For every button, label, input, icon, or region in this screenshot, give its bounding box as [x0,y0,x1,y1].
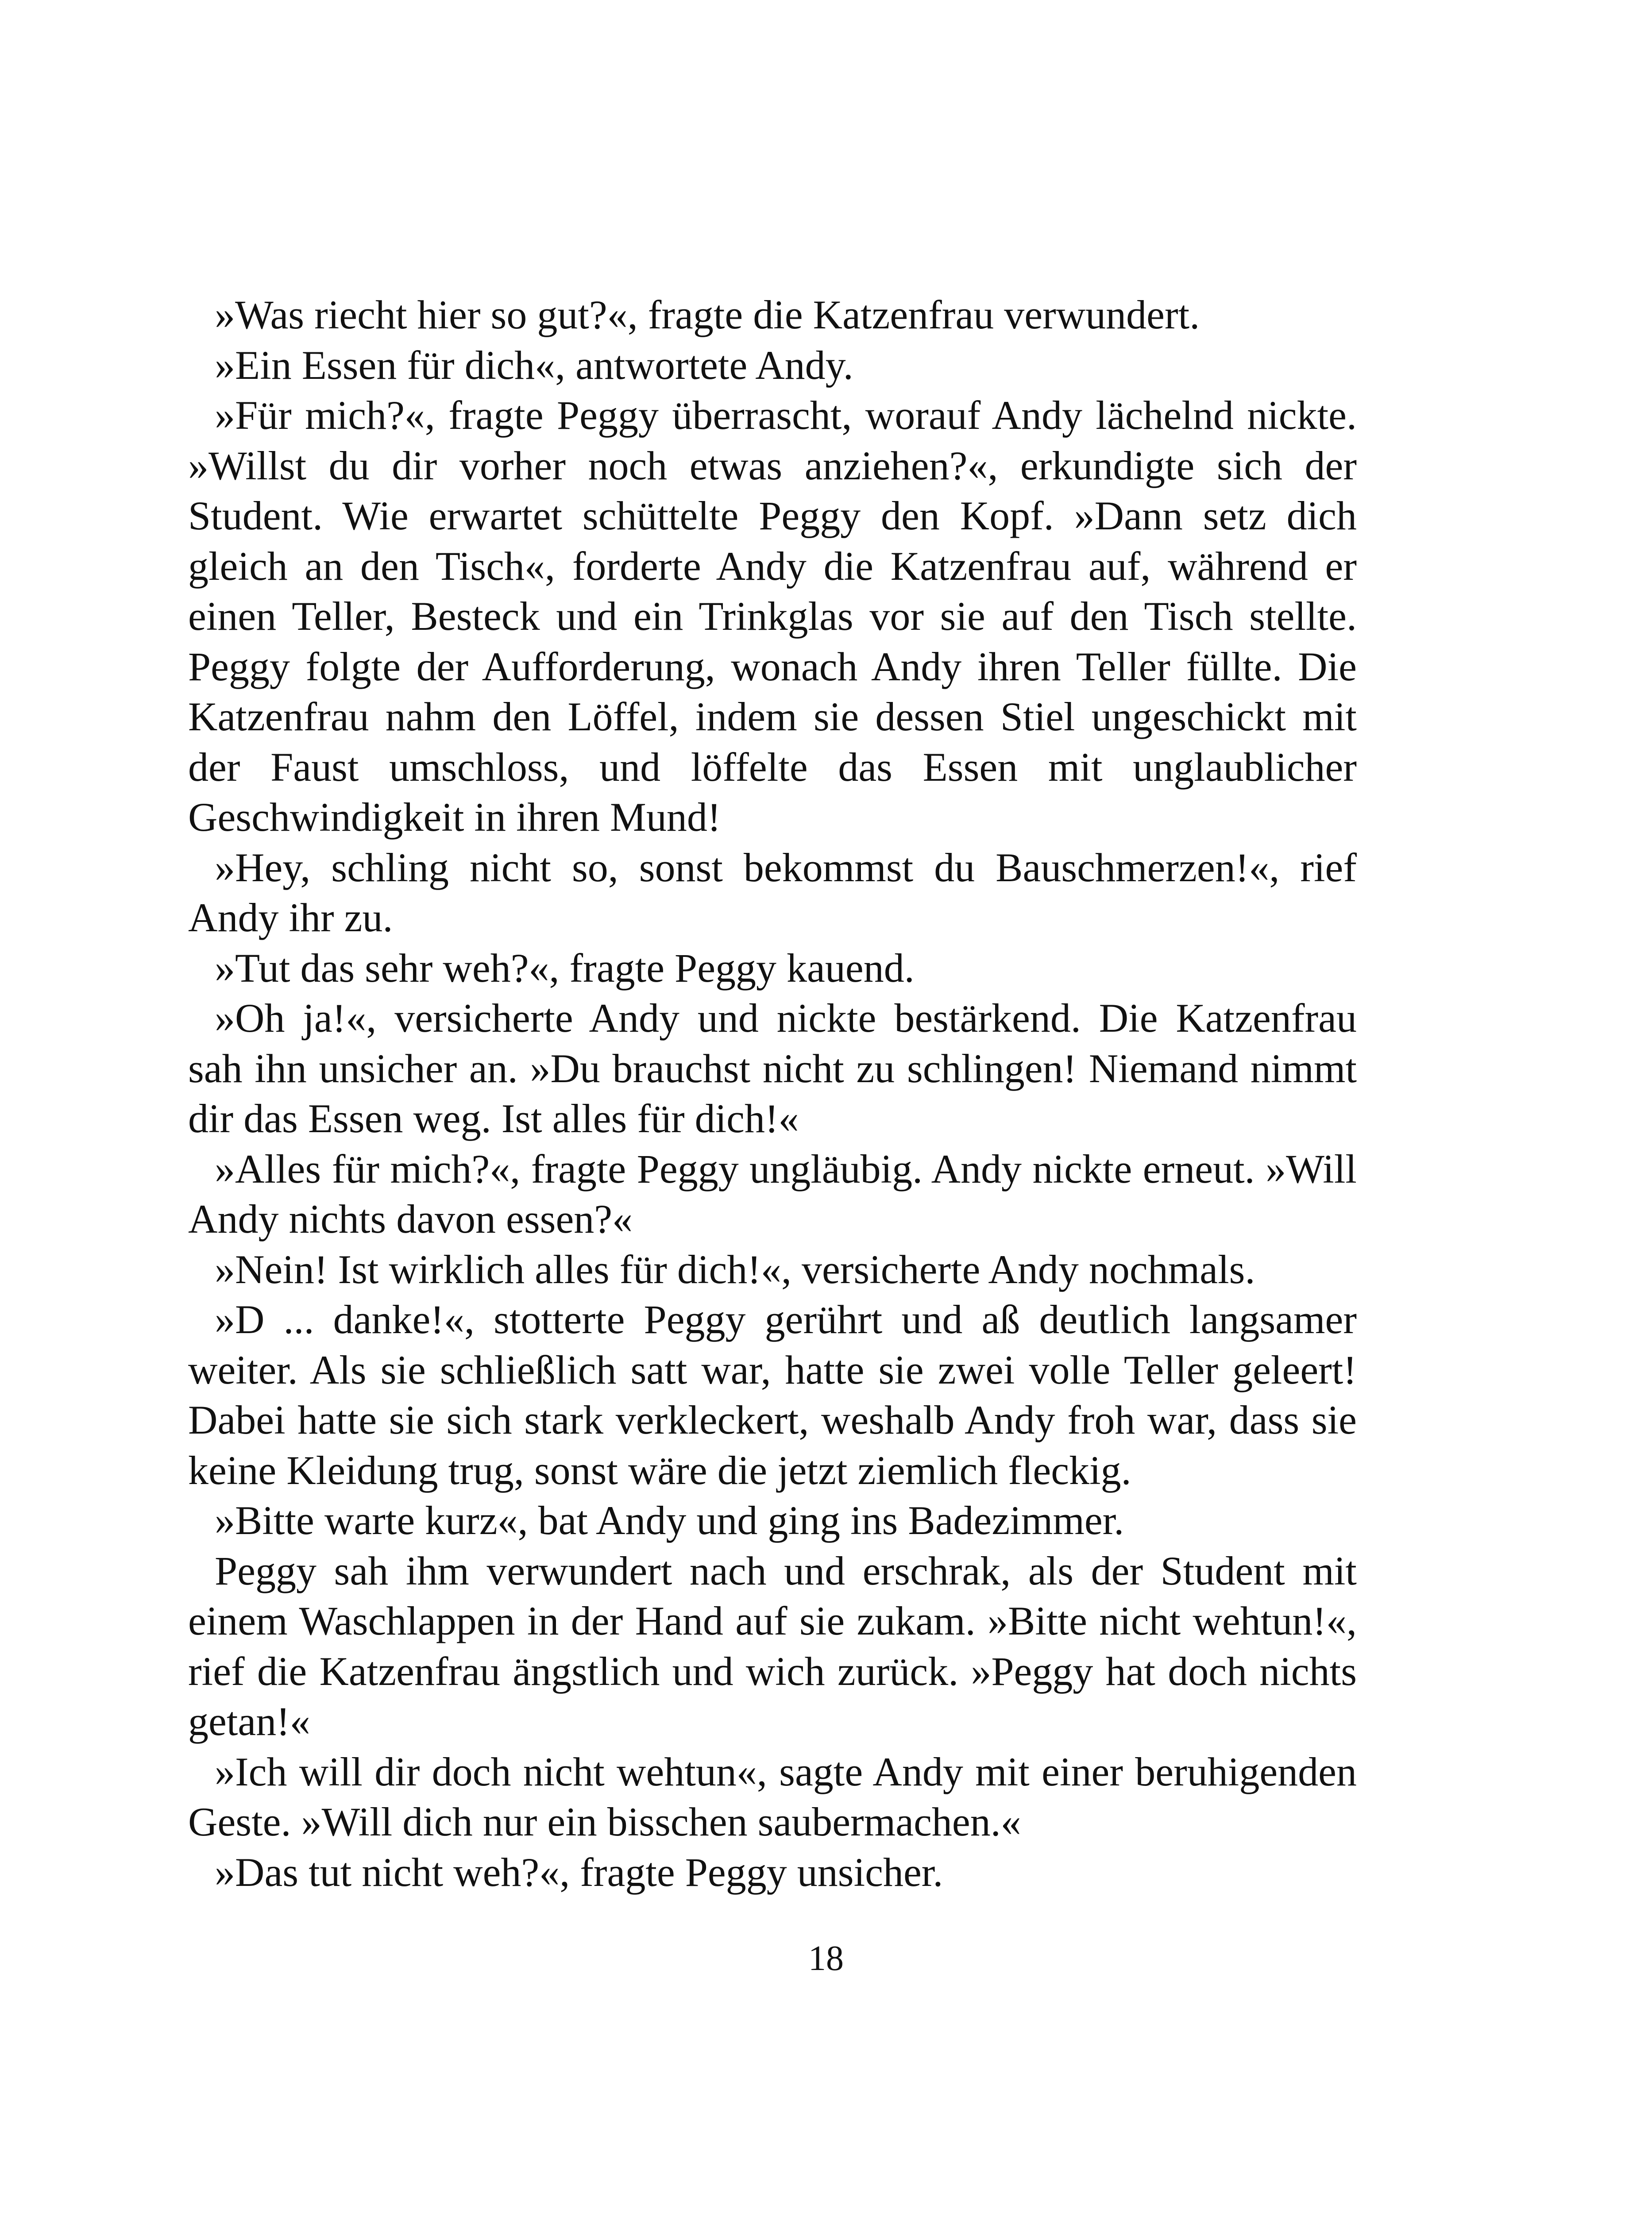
paragraph: »Bitte warte kurz«, bat Andy und ging ins Badezimmer. [215,1498,1124,1543]
paragraph: »D ... danke!«, stotterte Peggy gerührt und aß deutlich langsamer weiter. Als sie schließlich satt war, hatte sie zwei volle Teller geleert! Dabei hatte sie sich stark verkleckert, weshalb Andy froh war, dass sie keine Kleidung trug, sonst wäre die jetzt ziemlich fleckig. [188,1297,1357,1493]
paragraph: »Nein! Ist wirklich alles für dich!«, versicherte Andy nochmals. [215,1246,1255,1292]
paragraph: »Alles für mich?«, fragte Peggy ungläubig. Andy nickte erneut. »Will Andy nichts davon essen?« [188,1146,1357,1241]
paragraph: »Hey, schling nicht so, sonst bekommst du Bauschmerzen!«, rief Andy ihr zu. [188,844,1357,940]
paragraph: »Tut das sehr weh?«, fragte Peggy kauend. [215,945,915,991]
paragraph: »Ein Essen für dich«, antwortete Andy. [215,342,853,388]
paragraph: Peggy sah ihm verwundert nach und erschrak, als der Student mit einem Waschlappen in der Hand auf sie zukam. »Bitte nicht wehtun!«, rief die Katzenfrau ängstlich und wich zurück. »Peggy hat doch nichts getan!« [188,1548,1357,1744]
body-text [188,290,1357,1897]
paragraph: »Das tut nicht weh?«, fragte Peggy unsicher. [215,1849,943,1895]
paragraph: »Was riecht hier so gut?«, fragte die Katzenfrau verwundert. [215,292,1200,337]
paragraph: »Für mich?«, fragte Peggy überrascht, worauf Andy lächelnd nickte. »Willst du dir vorher noch etwas anziehen?«, erkundigte sich der Student. Wie erwartet schüttelte Peggy den Kopf. »Dann setz dich gleich an den Tisch«, forderte Andy die Katzenfrau auf, während er einen Teller, Besteck und ein Trinkglas vor sie auf den Tisch stellte. Peggy folgte der Aufforderung, wonach Andy ihren Teller füllte. Die Katzenfrau nahm den Löffel, indem sie dessen Stiel ungeschickt mit der Faust umschloss, und löffelte das Essen mit unglaublicher Geschwindigkeit in ihren Mund! [188,393,1357,840]
paragraph: »Ich will dir doch nicht wehtun«, sagte Andy mit einer beruhigenden Geste. »Will dich nur ein bisschen saubermachen.« [188,1749,1357,1844]
paragraph: »Oh ja!«, versicherte Andy und nickte bestärkend. Die Katzenfrau sah ihn unsicher an. »Du brauchst nicht zu schlingen! Niemand nimmt dir das Essen weg. Ist alles für dich!« [188,995,1357,1141]
page-number: 18 [808,1939,844,1978]
